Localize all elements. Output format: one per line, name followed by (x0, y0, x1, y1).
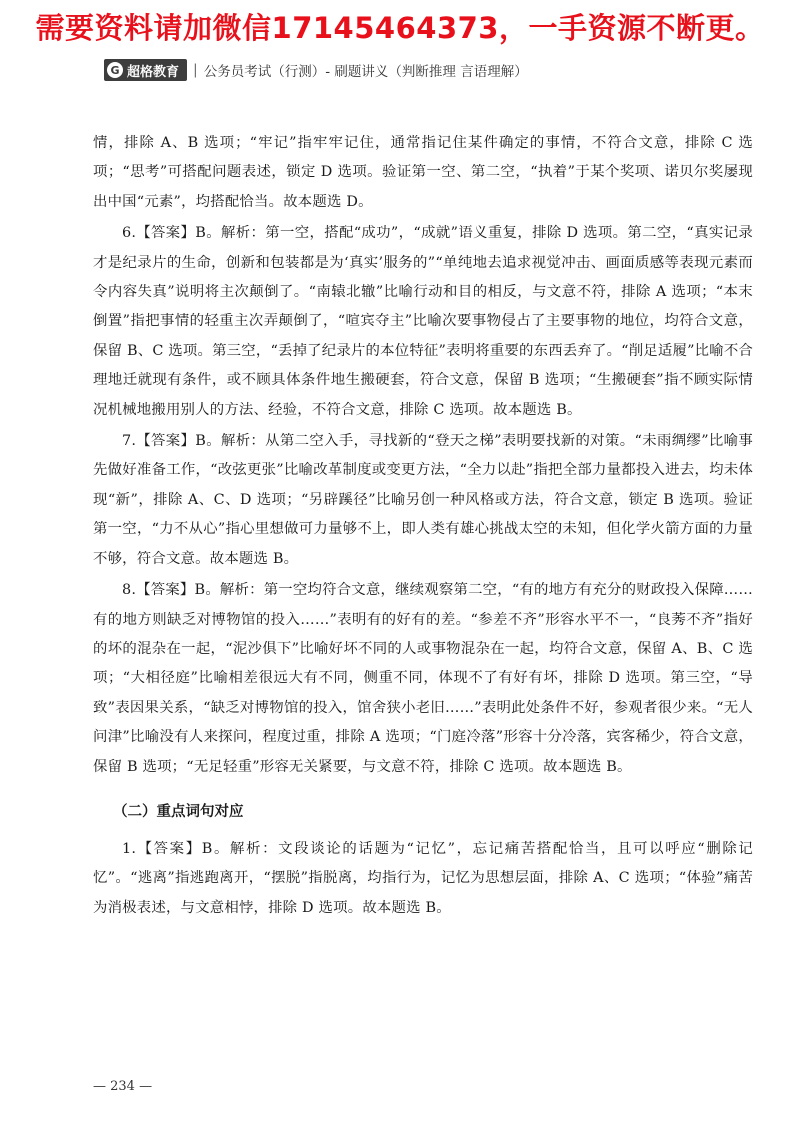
page-header (104, 58, 528, 82)
logo-icon: G (107, 62, 123, 78)
paragraph-continued: 情，排除 A、B 选项；“牢记”指牢牢记住，通常指记住某件确定的事情，不符合文意，排除 C 选项；“思考”可搭配问题表述，锁定 D 选项。验证第一空、第二空，“执着”于某个奖项、诺贝尔奖屡现出中国“元素”，均搭配恰当。故本题选 D。 (93, 135, 753, 210)
logo-text: 超格教育 (127, 64, 180, 80)
section-heading: （二）重点词句对应 (113, 803, 244, 820)
publisher-logo (104, 59, 187, 81)
answer-6-paragraph: 6.【答案】B。解析：第一空，搭配“成功”，“成就”语义重复，排除 D 选项。第二空，“真实记录才是纪录片的生命，创新和包装都是为‘真实’服务的”“单纯地去追求视觉冲击、画面质感等表现元素而令内容失真”说明将主次颠倒了。“南辕北辙”比喻行动和目的相反，与文意不符，排除 A 选项；“本末倒置”指把事情的轻重主次弄颠倒了，“喧宾夺主”比喻次要事物侵占了主要事物的地位，均符合文意，保留 B、C 选项。第三空，“丢掉了纪录片的本位特征”表明将重要的东西丢弃了。“削足适履”比喻不合理地迁就现有条件，或不顾具体条件地生搬硬套，符合文意，保留 B 选项；“生搬硬套”指不顾实际情况机械地搬用别人的方法、经验，不符合文意，排除 C 选项。故本题选 B。 (93, 225, 753, 418)
page-body (93, 129, 753, 925)
answer-7-paragraph: 7.【答案】B。解析：从第二空入手，寻找新的“登天之梯”表明要找新的对策。“未雨绸缪”比喻事先做好准备工作，“改弦更张”比喻改革制度或变更方法，“全力以赴”指把全部力量都投入进去，均未体现“新”，排除 A、C、D 选项；“另辟蹊径”比喻另创一种风格或方法，符合文意，锁定 B 选项。验证第一空，“力不从心”指心里想做可力量够不上，即人类有雄心挑战太空的未知，但化学火箭方面的力量不够，符合文意。故本题选 B。 (93, 433, 753, 567)
header-title: 公务员考试（行测）- 刷题讲义（判断推理 言语理解） (203, 64, 528, 80)
header-separator: | (193, 62, 198, 78)
answer-1-paragraph: 1.【答案】B。解析：文段谈论的话题为“记忆”，忘记痛苦搭配恰当，且可以呼应“删除记忆”。“逃离”指逃跑离开，“摆脱”指脱离，均指行为，记忆为思想层面，排除 A、C 选项；“体验”痛苦为消极表述，与文意相悖，排除 D 选项。故本题选 B。 (93, 840, 753, 916)
promo-banner: 需要资料请加微信17145464373，一手资源不断更。 (35, 11, 765, 45)
page-number: — 234 — (93, 1079, 153, 1094)
answer-8-paragraph: 8.【答案】B。解析：第一空均符合文意，继续观察第二空，“有的地方有充分的财政投入保障……有的地方则缺乏对博物馆的投入……”表明有的好有的差。“参差不齐”形容水平不一，“良莠不齐”指好的坏的混杂在一起，“泥沙俱下”比喻好坏不同的人或事物混杂在一起，均符合文意，保留 A、B、C 选项；“大相径庭”比喻相差很远大有不同，侧重不同，体现不了有好有坏，排除 D 选项。第三空，“导致”表因果关系，“缺乏对博物馆的投入，馆舍狭小老旧……”表明此处条件不好，参观者很少来。“无人问津”比喻没有人来探问，程度过重，排除 A 选项；“门庭冷落”形容十分冷落，宾客稀少，符合文意，保留 B 选项；“无足轻重”形容无关紧要，与文意不符，排除 C 选项。故本题选 B。 (93, 582, 753, 775)
